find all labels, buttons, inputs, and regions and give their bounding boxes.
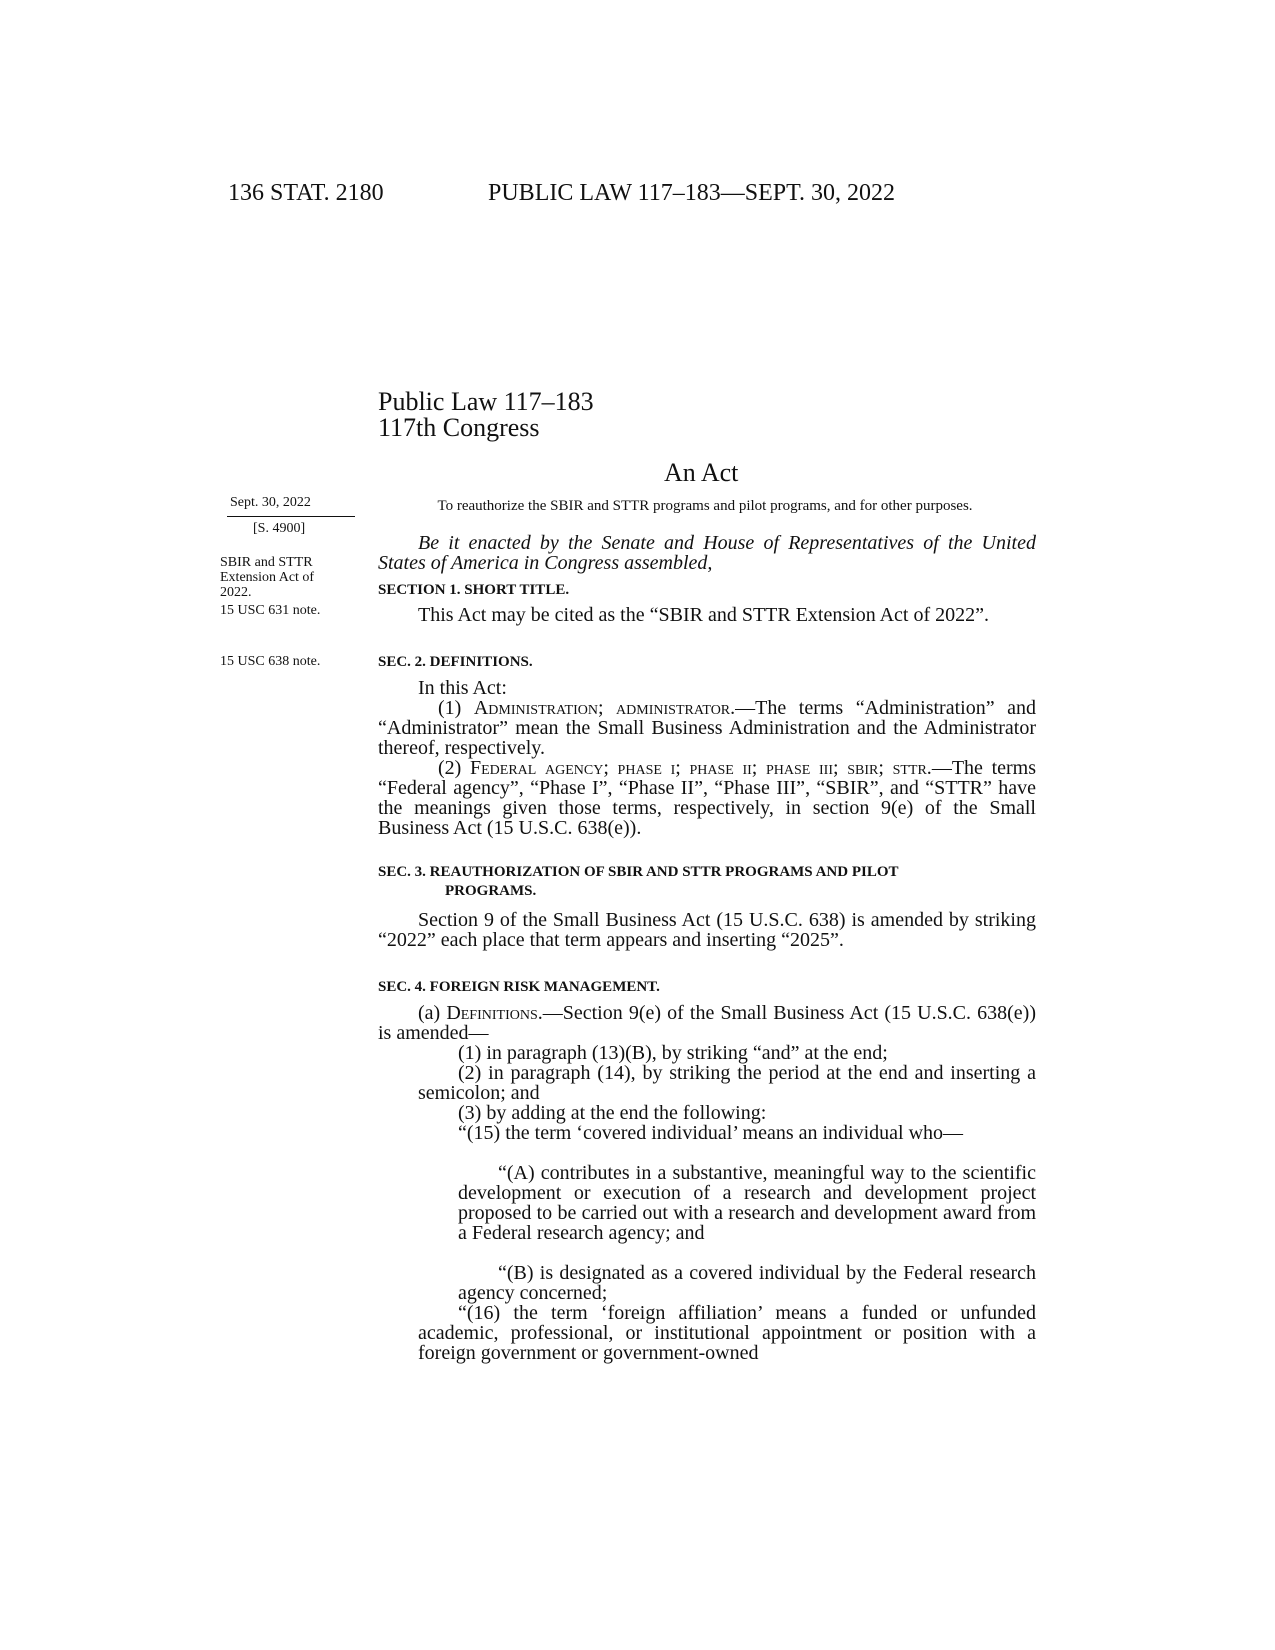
- section-3-text: Section 9 of the Small Business Act (15 U.S.C. 638) is amended by striking “2022” each place that term appears and inserting “2025”.: [378, 909, 1036, 951]
- margin-date: Sept. 30, 2022: [230, 495, 311, 510]
- subsection-a-term: Definitions.: [446, 1002, 543, 1024]
- section-4-subsection-a: [378, 1003, 1036, 1043]
- margin-bill-number: [S. 4900]: [253, 521, 306, 536]
- subsection-a-text: —Section 9(e) of the Small Business Act (15 U.S.C. 638(e)) is amended—: [378, 1002, 1036, 1044]
- enacting-clause: Be it enacted by the Senate and House of Representatives of the United States of America in Congress assembled,: [378, 532, 1036, 574]
- paragraph-2-text: —The terms “Federal agency”, “Phase I”, “Phase II”, “Phase III”, “SBIR”, and “STTR” have the meanings given those terms, respectively, in section 9(e) of the Small Business Act (15 U.S.C. 638(e)).: [378, 757, 1037, 839]
- section-1-heading: SECTION 1. SHORT TITLE.: [378, 582, 570, 598]
- section-4-item-2: (2) in paragraph (14), by striking the period at the end and inserting a semicolon; and: [418, 1062, 1036, 1104]
- paragraph-2-term: Federal agency; phase i; phase ii; phase iii; sbir; sttr.: [470, 757, 932, 779]
- paragraph-1-term: Administration; administrator.: [473, 697, 736, 719]
- purpose-statement: To reauthorize the SBIR and STTR programs and pilot programs, and for other purposes.: [437, 498, 973, 514]
- quoted-paragraph-15: “(15) the term ‘covered individual’ means an individual who—: [458, 1122, 964, 1144]
- section-2-intro: In this Act:: [418, 677, 507, 699]
- running-header: PUBLIC LAW 117–183—SEPT. 30, 2022: [488, 180, 895, 206]
- margin-usc-note-1: 15 USC 631 note.: [220, 603, 321, 618]
- section-2-paragraph-2: [378, 758, 1036, 838]
- margin-short-title-note: SBIR and STTR Extension Act of 2022.: [220, 555, 315, 600]
- margin-divider: [227, 516, 355, 517]
- quoted-paragraph-16: “(16) the term ‘foreign affiliation’ means a funded or unfunded academic, professional, or institutional appointment or position with a foreign government or government-owned: [418, 1302, 1036, 1364]
- margin-usc-note-2: 15 USC 638 note.: [220, 654, 321, 669]
- quoted-subparagraph-15a: “(A) contributes in a substantive, meaningful way to the scientific development or execution of a research and development project proposed to be carried out with a research and development award from a Federal research agency; and: [458, 1162, 1036, 1244]
- paragraph-1-number: (1): [438, 697, 462, 719]
- law-number: Public Law 117–183: [378, 387, 594, 416]
- section-4-heading: SEC. 4. FOREIGN RISK MANAGEMENT.: [378, 979, 660, 995]
- paragraph-2-number: (2): [438, 757, 462, 779]
- paragraph-1-text: —The terms “Administration” and “Administrator” mean the Small Business Administration and the Administrator thereof, respectively.: [378, 697, 1036, 759]
- section-4-item-1: (1) in paragraph (13)(B), by striking “and” at the end;: [458, 1042, 888, 1064]
- section-4-item-3: (3) by adding at the end the following:: [458, 1102, 767, 1124]
- congress-number: 117th Congress: [378, 413, 540, 442]
- subsection-a-number: (a): [418, 1002, 441, 1024]
- quoted-subparagraph-15b: “(B) is designated as a covered individual by the Federal research agency concerned;: [458, 1262, 1036, 1304]
- section-3-heading-line-2: PROGRAMS.: [445, 883, 537, 899]
- act-heading: An Act: [664, 458, 739, 487]
- section-1-text: This Act may be cited as the “SBIR and STTR Extension Act of 2022”.: [418, 604, 990, 626]
- section-2-paragraph-1: [378, 698, 1036, 758]
- section-2-heading: SEC. 2. DEFINITIONS.: [378, 654, 533, 670]
- page-stat-number: 136 STAT. 2180: [228, 180, 384, 206]
- section-3-heading-line-1: SEC. 3. REAUTHORIZATION OF SBIR AND STTR PROGRAMS AND PILOT: [378, 864, 899, 880]
